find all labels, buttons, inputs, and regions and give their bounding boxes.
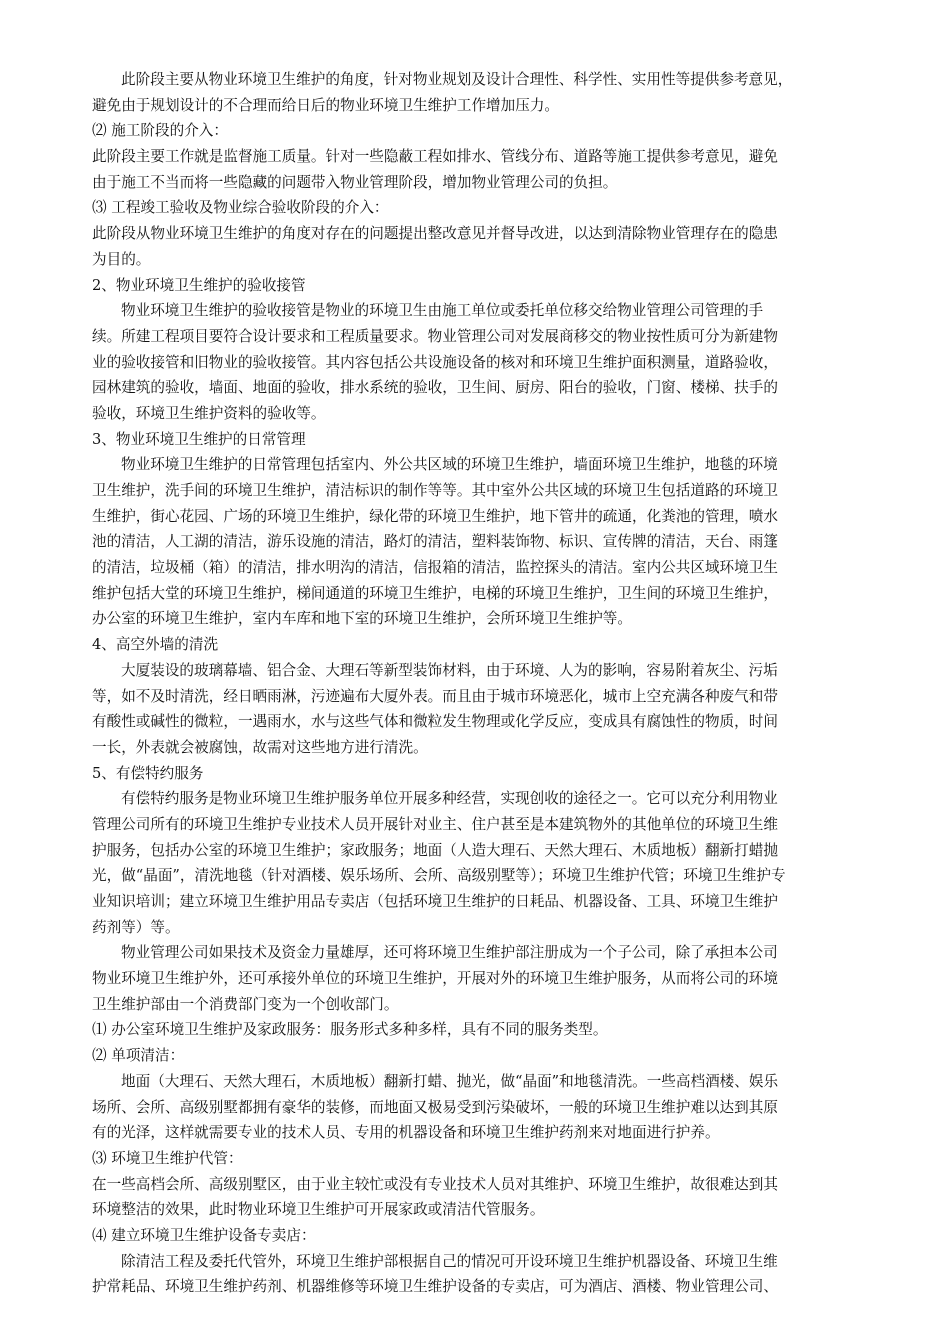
text-line: 物业环境卫生维护的验收接管是物业的环境卫生由施工单位或委托单位移交给物业管理公司管理的手	[121, 302, 764, 320]
text-line: 业的验收接管和旧物业的验收接管。其内容包括公共设施设备的核对和环境卫生维护面积测量，道路验收，	[92, 353, 778, 371]
text-line: 护服务，包括办公室的环境卫生维护；家政服务；地面（人造大理石、天然大理石、木质地板）翻新打蜡抛	[92, 841, 778, 859]
text-line: 一长，外表就会被腐蚀，故需对这些地方进行清洗。	[92, 738, 428, 756]
text-line: ⑶ 环境卫生维护代管：	[92, 1149, 243, 1167]
text-line: 等，如不及时清洗，经日晒雨淋，污迹遍布大厦外表。而且由于城市环境恶化，城市上空充满各种废气和带	[92, 687, 778, 705]
text-line: 物业管理公司如果技术及资金力量雄厚，还可将环境卫生维护部注册成为一个子公司，除了承担本公司	[121, 944, 778, 962]
text-line: 园林建筑的验收，墙面、地面的验收，排水系统的验收，卫生间、厨房、阳台的验收，门窗、楼梯、扶手的	[92, 379, 778, 397]
text-line: ⑶ 工程竣工验收及物业综合验收阶段的介入：	[92, 199, 389, 217]
text-line: 由于施工不当而将一些隐藏的问题带入物业管理阶段，增加物业管理公司的负担。	[92, 173, 618, 191]
text-line: ⑵ 单项清洁：	[92, 1047, 185, 1065]
text-line: 此阶段从物业环境卫生维护的角度对存在的问题提出整改意见并督导改进，以达到清除物业管理存在的隐患	[92, 225, 778, 243]
text-line: 此阶段主要工作就是监督施工质量。针对一些隐蔽工程如排水、管线分布、道路等施工提供参考意见，避免	[92, 148, 778, 166]
text-line: 护常耗品、环境卫生维护药剂、机器维修等环境卫生维护设备的专卖店，可为酒店、酒楼、物业管理公司、	[92, 1278, 778, 1296]
text-line: 场所、会所、高级别墅都拥有豪华的装修，而地面又极易受到污染破坏，一般的环境卫生维护难以达到其原	[92, 1098, 778, 1116]
text-line: ⑵ 施工阶段的介入：	[92, 122, 228, 140]
text-line: 的清洁，垃圾桶（箱）的清洁，排水明沟的清洁，信报箱的清洁，监控探头的清洁。室内公共区域环境卫生	[92, 559, 778, 577]
text-line: 在一些高档会所、高级别墅区，由于业主较忙或没有专业技术人员对其维护、环境卫生维护，故很难达到其	[92, 1175, 778, 1193]
text-line: 环境整洁的效果，此时物业环境卫生维护可开展家政或清洁代管服务。	[92, 1201, 545, 1219]
text-line: 有的光泽，这样就需要专业的技术人员、专用的机器设备和环境卫生维护药剂来对地面进行护养。	[92, 1124, 720, 1142]
text-line: 管理公司所有的环境卫生维护专业技术人员开展针对业主、住户甚至是本建筑物外的其他单位的环境卫生维	[92, 815, 778, 833]
text-line: 卫生维护部由一个消费部门变为一个创收部门。	[92, 995, 399, 1013]
text-line: 有酸性或碱性的微粒，一遇雨水，水与这些气体和微粒发生物理或化学反应，变成具有腐蚀性的物质，时间	[92, 713, 778, 731]
text-line: 药剂等）等。	[92, 918, 180, 936]
text-line: 3、物业环境卫生维护的日常管理	[92, 430, 306, 448]
text-line: 避免由于规划设计的不合理而给日后的物业环境卫生维护工作增加压力。	[92, 96, 560, 114]
text-line: 2、物业环境卫生维护的验收接管	[92, 276, 306, 294]
text-line: 续。所建工程项目要符合设计要求和工程质量要求。物业管理公司对发展商移交的物业按性质可分为新建物	[92, 327, 778, 345]
text-line: 验收，环境卫生维护资料的验收等。	[92, 404, 326, 422]
text-line: 办公室的环境卫生维护，室内车库和地下室的环境卫生维护，会所环境卫生维护等。	[92, 610, 632, 628]
text-line: 地面（大理石、天然大理石，木质地板）翻新打蜡、抛光，做“晶面”和地毯清洗。一些高档酒楼、娱乐	[121, 1072, 779, 1090]
text-line: 业知识培训；建立环境卫生维护用品专卖店（包括环境卫生维护的日耗品、机器设备、工具、环境卫生维护	[92, 893, 778, 910]
text-line: 为目的。	[92, 250, 151, 268]
text-line: 物业环境卫生维护的日常管理包括室内、外公共区域的环境卫生维护，墙面环境卫生维护，地毯的环境	[121, 456, 778, 474]
text-line: 5、有偿特约服务	[92, 764, 204, 782]
text-line: 大厦装设的玻璃幕墙、铝合金、大理石等新型装饰材料，由于环境、人为的影响，容易附着灰尘、污垢	[121, 661, 778, 679]
text-line: 有偿特约服务是物业环境卫生维护服务单位开展多种经营，实现创收的途径之一。它可以充分利用物业	[121, 790, 778, 808]
text-line: ⑷ 建立环境卫生维护设备专卖店：	[92, 1226, 316, 1244]
text-line: 维护包括大堂的环境卫生维护，梯间通道的环境卫生维护，电梯的环境卫生维护，卫生间的环境卫生维护，	[92, 584, 778, 602]
text-line: 光，做“晶面”，清洗地毯（针对酒楼、娱乐场所、会所、高级别墅等）；环境卫生维护代管；环境卫生维护专	[92, 867, 786, 885]
text-line: ⑴ 办公室环境卫生维护及家政服务：服务形式多种多样，具有不同的服务类型。	[92, 1021, 608, 1039]
text-line: 物业环境卫生维护外，还可承接外单位的环境卫生维护，开展对外的环境卫生维护服务，从而将公司的环境	[92, 970, 778, 988]
text-line: 此阶段主要从物业环境卫生维护的角度，针对物业规划及设计合理性、科学性、实用性等提供参考意见，	[121, 71, 793, 88]
text-line: 池的清洁，人工湖的清洁，游乐设施的清洁，路灯的清洁，塑料装饰物、标识、宣传牌的清洁，天台、雨篷	[92, 533, 778, 551]
text-line: 除清洁工程及委托代管外，环境卫生维护部根据自己的情况可开设环境卫生维护机器设备、环境卫生维	[121, 1252, 778, 1270]
text-line: 生维护，街心花园、广场的环境卫生维护，绿化带的环境卫生维护，地下管井的疏通，化粪池的管理，喷水	[92, 507, 778, 525]
text-line: 4、高空外墙的清洗	[92, 636, 219, 654]
text-line: 卫生维护，洗手间的环境卫生维护，清洁标识的制作等等。其中室外公共区域的环境卫生包括道路的环境卫	[92, 482, 778, 499]
